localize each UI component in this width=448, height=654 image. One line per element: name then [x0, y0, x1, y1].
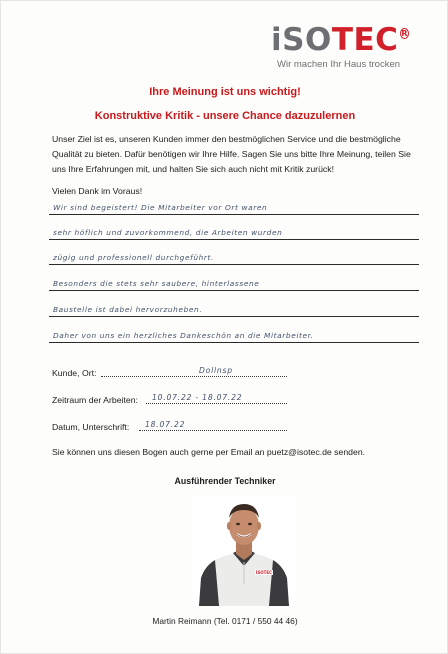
- shirt-logo-text: ISOTEC: [255, 570, 273, 575]
- intro-paragraph: Unser Ziel ist es, unseren Kunden immer den bestmöglichen Service und die bestmögliche Qualität zu bieten. Dafür benötigen wir Ihre Hilfe. Sagen Sie uns bitte Ihre Meinung, teilen Sie uns Ihre Erfahrungen mit, und halten Sie sich auch nicht mit Kritik zurück!: [52, 134, 411, 174]
- feedback-line-1: Wir sind begeistert! Die Mitarbeiter vor Ort waren: [49, 201, 419, 215]
- feedback-line-3: zügig und professionell durchgeführt.: [49, 251, 419, 265]
- logo-tec-text: TEC: [331, 22, 399, 58]
- feedback-line-6: Daher von uns ein herzliches Dankeschön an die Mitarbeiter.: [49, 329, 419, 343]
- thanks-text: Vielen Dank im Voraus!: [52, 186, 143, 196]
- kunde-ort-value: Dollnsp: [101, 365, 287, 377]
- technician-portrait-image: [193, 496, 295, 606]
- technician-label: Ausführender Techniker: [174, 476, 276, 486]
- logo-iso-text: iSO: [271, 22, 332, 58]
- zeitraum-value: 10.07.22 - 18.07.22: [146, 392, 287, 404]
- feedback-line-5: Baustelle ist dabei hervorzuheben.: [49, 303, 419, 317]
- datum-unterschrift-value: 18.07.22: [139, 419, 287, 431]
- page-subheadline: Konstruktive Kritik - unsere Chance dazuzulernen: [94, 110, 356, 122]
- page-headline: Ihre Meinung ist uns wichtig!: [149, 86, 301, 98]
- zeitraum-label: Zeitraum der Arbeiten:: [52, 395, 138, 405]
- feedback-line-4: Besonders die stets sehr saubere, hinterlassene: [49, 277, 419, 291]
- datum-unterschrift-label: Datum, Unterschrift:: [52, 422, 130, 432]
- email-note: Sie können uns diesen Bogen auch gerne per Email an puetz@isotec.de senden.: [52, 447, 366, 457]
- feedback-line-2: sehr höflich und zuvorkommend, die Arbeiten wurden: [49, 226, 419, 240]
- kunde-ort-label: Kunde, Ort:: [52, 368, 97, 378]
- logo-wordmark: [271, 22, 409, 58]
- registered-mark-icon: R: [401, 29, 409, 38]
- logo-claim: Wir machen Ihr Haus trocken: [277, 59, 401, 70]
- technician-caption: Martin Reimann (Tel. 0171 / 550 44 46): [152, 616, 298, 626]
- isotec-logo: [271, 22, 409, 73]
- technician-photo: [193, 496, 295, 606]
